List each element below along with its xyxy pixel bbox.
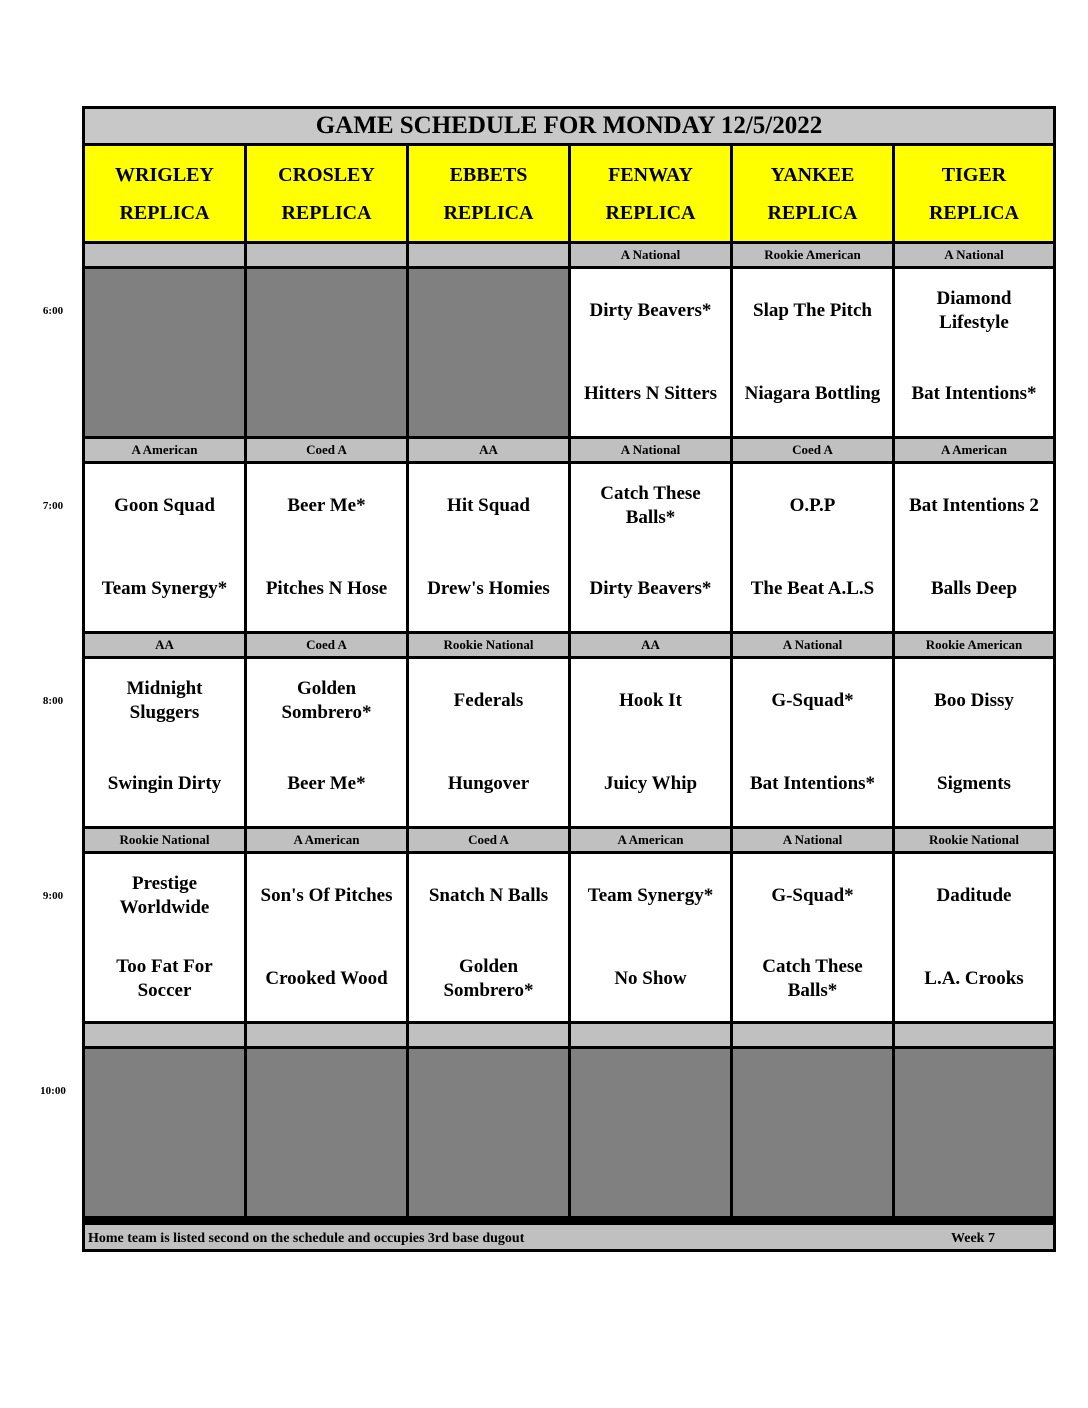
game-cell [571, 269, 730, 436]
field-name: CROSLEY [278, 163, 375, 186]
away-team: Golden Sombrero* [281, 677, 372, 723]
division-label [895, 1024, 1053, 1046]
empty-slot [85, 1049, 244, 1216]
away-team: Snatch N Balls [428, 884, 549, 906]
field-header-yankee [733, 146, 892, 241]
home-team: Bat Intentions* [749, 773, 876, 795]
division-label: A American [85, 439, 244, 461]
division-label: Coed A [247, 439, 406, 461]
division-label: AA [85, 634, 244, 656]
game-cell [733, 854, 892, 1021]
game-cell [895, 659, 1053, 826]
home-team: Swingin Dirty [107, 773, 222, 795]
game-cell [85, 659, 244, 826]
home-team: Hungover [447, 773, 530, 795]
game-cell [733, 659, 892, 826]
division-label: Rookie National [409, 634, 568, 656]
home-team: Dirty Beavers* [589, 578, 712, 600]
division-label: A National [571, 244, 730, 266]
field-name: FENWAY [608, 163, 693, 186]
home-team: Team Synergy* [101, 578, 228, 600]
home-team: Balls Deep [930, 578, 1018, 600]
away-team: Goon Squad [114, 494, 215, 516]
away-team: Midnight Sluggers [126, 677, 203, 723]
division-label [247, 1024, 406, 1046]
away-team: Daditude [936, 884, 1012, 906]
game-cell [895, 854, 1053, 1021]
field-sub: REPLICA [119, 201, 210, 224]
away-team: Prestige Worldwide [119, 872, 210, 918]
game-cell [895, 464, 1053, 631]
division-label: Rookie National [895, 829, 1053, 851]
division-label [85, 1024, 244, 1046]
game-cell [409, 854, 568, 1021]
division-label: Coed A [409, 829, 568, 851]
away-team: O.P.P [789, 494, 836, 516]
division-label: Rookie American [733, 244, 892, 266]
game-cell [409, 659, 568, 826]
empty-slot [571, 1049, 730, 1216]
field-sub: REPLICA [928, 201, 1019, 224]
away-team: Team Synergy* [587, 884, 714, 906]
game-cell [409, 464, 568, 631]
field-header-wrigley [85, 146, 244, 241]
away-team: Hook It [619, 689, 682, 711]
division-label: AA [409, 439, 568, 461]
home-team: Bat Intentions* [911, 383, 1037, 405]
away-team: Dirty Beavers* [589, 299, 712, 321]
empty-slot [247, 269, 406, 436]
division-label: Coed A [733, 439, 892, 461]
game-cell [571, 464, 730, 631]
game-cell [247, 854, 406, 1021]
week-label: Week 7 [951, 1231, 995, 1246]
schedule-table [82, 106, 1056, 1252]
division-label: A National [733, 829, 892, 851]
division-label [409, 244, 568, 266]
home-team: Golden Sombrero* [443, 956, 534, 1002]
game-cell [571, 659, 730, 826]
division-label: A National [895, 244, 1053, 266]
game-cell [571, 854, 730, 1021]
division-label: Coed A [247, 634, 406, 656]
game-cell [895, 269, 1053, 436]
game-cell [733, 464, 892, 631]
game-cell [247, 659, 406, 826]
away-team: G-Squad* [771, 689, 854, 711]
away-team: Diamond Lifestyle [936, 287, 1012, 333]
footer-note: Home team is listed second on the schedule and occupies 3rd base dugout [88, 1231, 525, 1246]
home-team: The Beat A.L.S [750, 578, 875, 600]
division-label [247, 244, 406, 266]
away-team: Slap The Pitch [753, 299, 872, 321]
away-team: G-Squad* [771, 884, 854, 906]
home-team: Too Fat For Soccer [116, 956, 213, 1002]
field-sub: REPLICA [767, 201, 858, 224]
division-label [409, 1024, 568, 1046]
field-sub: REPLICA [605, 201, 696, 224]
time-label: 7:00 [42, 500, 64, 512]
field-name: TIGER [941, 163, 1007, 186]
time-label: 6:00 [42, 305, 64, 317]
division-label: Rookie American [895, 634, 1053, 656]
home-team: Sigments [937, 773, 1011, 795]
division-label: AA [571, 634, 730, 656]
field-name: WRIGLEY [115, 163, 214, 186]
empty-slot [247, 1049, 406, 1216]
time-label: 10:00 [40, 1085, 66, 1097]
away-team: Federals [453, 689, 524, 711]
division-label [571, 1024, 730, 1046]
division-label [733, 1024, 892, 1046]
time-label: 8:00 [42, 695, 64, 707]
page-title: GAME SCHEDULE FOR MONDAY 12/5/2022 [85, 109, 1053, 146]
empty-slot [85, 269, 244, 436]
away-team: Beer Me* [287, 494, 366, 516]
field-header-ebbets [409, 146, 568, 241]
away-team: Bat Intentions 2 [909, 494, 1039, 516]
division-label: Rookie National [85, 829, 244, 851]
field-name: EBBETS [449, 163, 528, 186]
division-label: A American [895, 439, 1053, 461]
time-label: 9:00 [42, 890, 64, 902]
home-team: Pitches N Hose [265, 578, 388, 600]
game-cell [85, 854, 244, 1021]
division-label: A American [247, 829, 406, 851]
field-name: YANKEE [770, 163, 855, 186]
footer [85, 1222, 1053, 1249]
field-header-tiger [895, 146, 1053, 241]
home-team: L.A. Crooks [924, 968, 1024, 990]
game-cell [247, 464, 406, 631]
home-team: Drew's Homies [427, 578, 550, 600]
game-cell [85, 464, 244, 631]
division-label [85, 244, 244, 266]
empty-slot [733, 1049, 892, 1216]
away-team: Son's Of Pitches [260, 884, 393, 906]
empty-slot [895, 1049, 1053, 1216]
home-team: No Show [614, 968, 687, 990]
home-team: Hitters N Sitters [584, 383, 717, 405]
empty-slot [409, 1049, 568, 1216]
away-team: Hit Squad [447, 494, 530, 516]
division-label: A National [733, 634, 892, 656]
game-cell [733, 269, 892, 436]
division-label: A National [571, 439, 730, 461]
field-header-fenway [571, 146, 730, 241]
home-team: Niagara Bottling [744, 383, 881, 405]
division-label: A American [571, 829, 730, 851]
home-team: Beer Me* [287, 773, 366, 795]
away-team: Catch These Balls* [600, 482, 701, 528]
home-team: Catch These Balls* [762, 956, 863, 1002]
home-team: Crooked Wood [265, 968, 388, 990]
away-team: Boo Dissy [934, 689, 1014, 711]
field-sub: REPLICA [443, 201, 534, 224]
empty-slot [409, 269, 568, 436]
field-header-crosley [247, 146, 406, 241]
field-sub: REPLICA [281, 201, 372, 224]
home-team: Juicy Whip [603, 773, 698, 795]
